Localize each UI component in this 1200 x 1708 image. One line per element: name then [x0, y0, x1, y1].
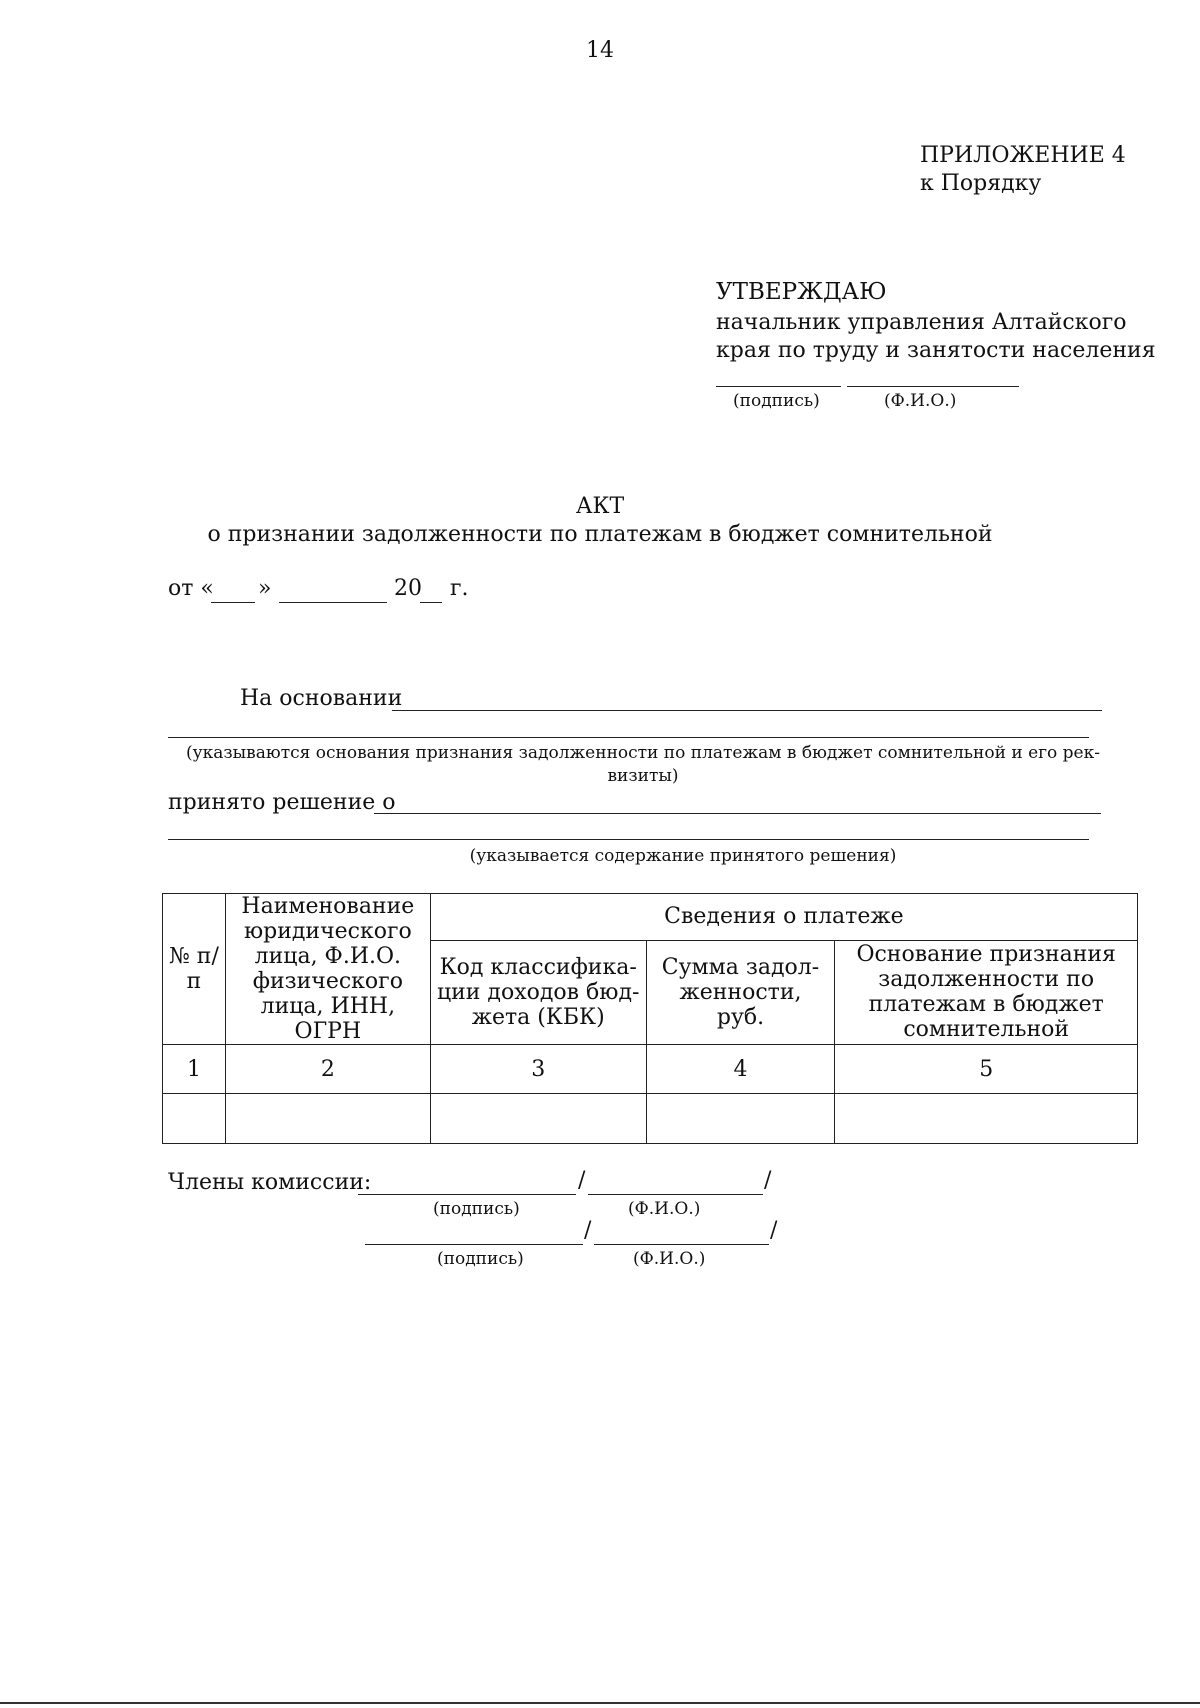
commission-label: Члены комиссии:	[168, 1170, 372, 1195]
commission-slash-2a: /	[584, 1218, 592, 1243]
date-prefix: от «	[168, 576, 214, 601]
decision-field[interactable]	[374, 813, 1101, 814]
approval-position-line1: начальник управления Алтайского	[716, 310, 1127, 335]
commission-slash-2b: /	[770, 1218, 778, 1243]
header-number: № п/п	[163, 894, 226, 1045]
table-row	[163, 1094, 1138, 1144]
date-year-field[interactable]	[420, 576, 442, 603]
act-subtitle: о признании задолженности по платежам в бюджет сомнительной	[207, 522, 993, 547]
commission-name-caption-2: (Ф.И.О.)	[633, 1249, 706, 1269]
basis-field[interactable]	[392, 710, 1102, 711]
debt-table	[162, 893, 1138, 1144]
approval-heading: УТВЕРЖДАЮ	[716, 279, 887, 305]
header-name: Наименование юридического лица, Ф.И.О. физического лица, ИНН, ОГРН	[225, 894, 430, 1045]
appendix-title: ПРИЛОЖЕНИЕ 4	[920, 143, 1126, 168]
date-quote-close: »	[258, 576, 272, 601]
basis-label: На основании	[240, 686, 403, 711]
commission-signature-caption-1: (подпись)	[433, 1199, 520, 1219]
column-number-2: 2	[225, 1045, 430, 1094]
table-cell-empty[interactable]	[430, 1094, 646, 1144]
column-number-5: 5	[835, 1045, 1138, 1094]
approval-name-line[interactable]	[847, 386, 1019, 387]
commission-name-caption-1: (Ф.И.О.)	[628, 1199, 701, 1219]
decision-note: (указывается содержание принятого решения)	[469, 846, 897, 866]
column-number-3: 3	[430, 1045, 646, 1094]
approval-position-line2: края по труду и занятости населения	[716, 338, 1156, 363]
basis-note-line1: (указываются основания признания задолженности по платежам в бюджет сомнительной и его рек-	[185, 743, 1100, 763]
date-year-prefix: 20	[394, 576, 422, 601]
commission-slash-1b: /	[764, 1168, 772, 1193]
commission-signature-caption-2: (подпись)	[437, 1249, 524, 1269]
approval-name-caption: (Ф.И.О.)	[884, 391, 957, 411]
page-number: 14	[586, 38, 614, 63]
commission-signature-line-1[interactable]	[358, 1194, 576, 1195]
basis-note-line2: визиты)	[607, 766, 679, 786]
table-cell-empty[interactable]	[646, 1094, 835, 1144]
table-cell-empty[interactable]	[835, 1094, 1138, 1144]
decision-label: принято решение о	[168, 790, 396, 815]
date-month-field[interactable]	[279, 576, 387, 603]
table-cell-empty[interactable]	[225, 1094, 430, 1144]
decision-field-second-line[interactable]	[168, 839, 1089, 840]
appendix-subtitle: к Порядку	[920, 171, 1042, 196]
header-payment-group: Сведения о платеже	[430, 894, 1137, 941]
commission-signature-line-2[interactable]	[365, 1244, 583, 1245]
column-number-1: 1	[163, 1045, 226, 1094]
commission-name-line-1[interactable]	[588, 1194, 763, 1195]
header-basis: Основание признания задолженности по платежам в бюджет сомнительной	[835, 940, 1138, 1044]
appendix-block	[920, 142, 1126, 198]
approval-block	[716, 278, 1156, 365]
basis-field-second-line[interactable]	[168, 737, 1089, 738]
header-kbk: Код классифика-ции доходов бюд-жета (КБК)	[430, 940, 646, 1044]
header-sum: Сумма задол-женности, руб.	[646, 940, 835, 1044]
commission-slash-1a: /	[578, 1168, 586, 1193]
act-title: АКТ	[575, 494, 625, 519]
approval-signature-caption: (подпись)	[733, 391, 820, 411]
date-suffix: г.	[450, 576, 469, 601]
table-cell-empty[interactable]	[163, 1094, 226, 1144]
column-number-4: 4	[646, 1045, 835, 1094]
scan-edge-line	[0, 1702, 1200, 1704]
commission-name-line-2[interactable]	[594, 1244, 769, 1245]
table-row-numbers	[163, 1045, 1138, 1094]
approval-signature-line[interactable]	[716, 386, 841, 387]
date-day-field[interactable]	[211, 576, 255, 603]
